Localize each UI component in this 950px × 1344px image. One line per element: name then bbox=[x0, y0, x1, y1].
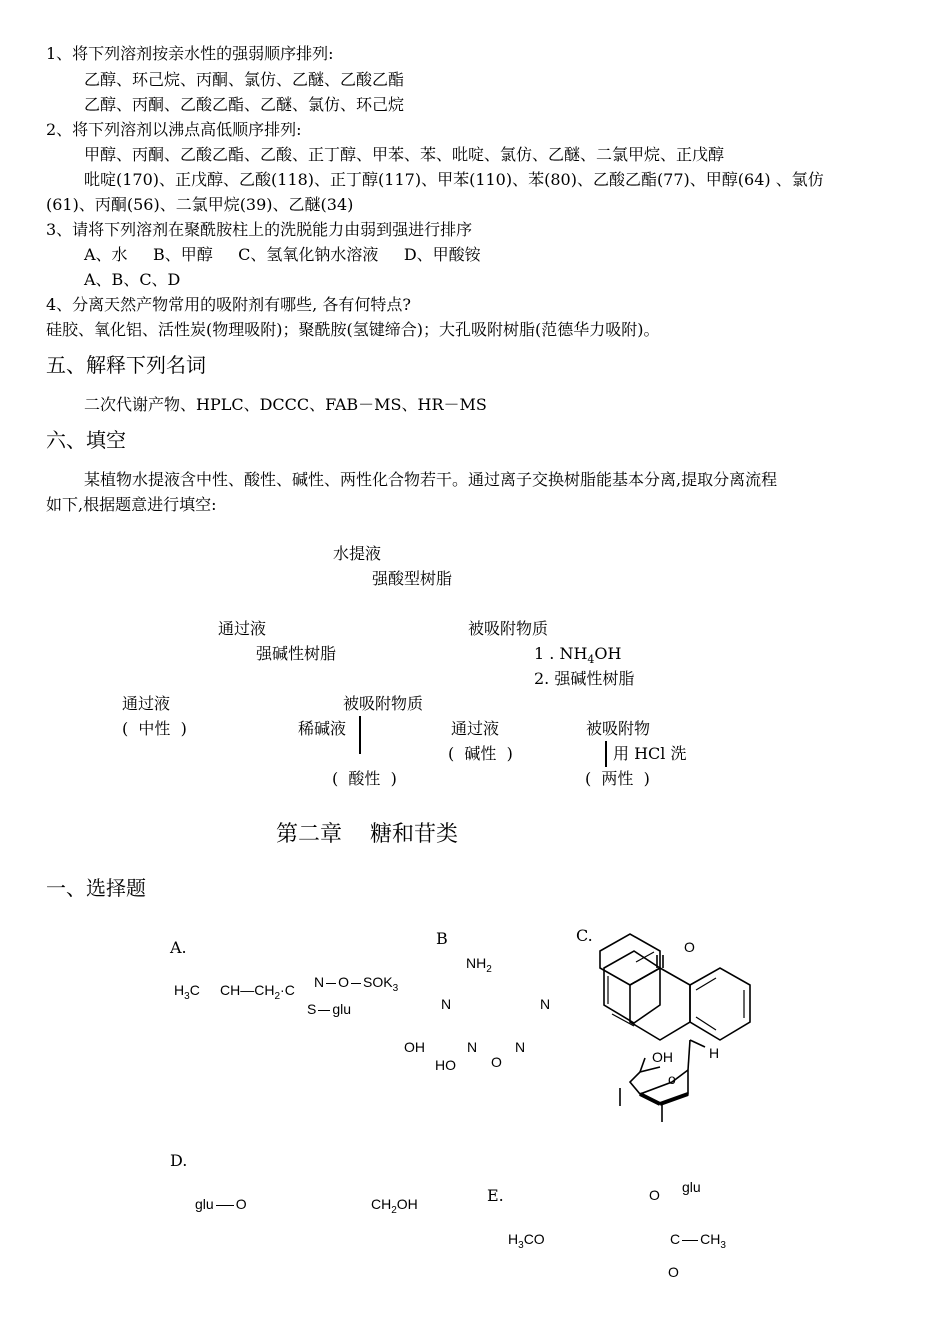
structure-b-n-mid: N bbox=[467, 1039, 478, 1055]
structure-b-n-mid2: N bbox=[515, 1039, 526, 1055]
q3-options: A、水 B、甲醇 C、氢氧化钠水溶液 D、甲酸铵 bbox=[84, 245, 481, 264]
structure-b-oh: OH bbox=[404, 1039, 425, 1055]
structure-e-c-ch3: C $CH_3$ bbox=[670, 1231, 726, 1251]
structure-b-n-right: N bbox=[540, 996, 551, 1012]
structure-a-n-o-sok3: N O $SOK_3$ bbox=[314, 974, 399, 994]
section5-heading: 五、解释下列名词 bbox=[46, 353, 206, 377]
flow-amphoteric: ( 两性 ) bbox=[585, 769, 650, 788]
flow-neutral: ( 中性 ) bbox=[122, 719, 187, 738]
structure-e-h3co: $H_3CO$ bbox=[508, 1231, 545, 1251]
structure-b-o: O bbox=[491, 1054, 502, 1070]
flow-pass-1: 通过液 bbox=[218, 619, 267, 638]
structure-c-ring-o: o bbox=[668, 1071, 676, 1087]
flow-step1: 1 . $NH_4OH$ bbox=[534, 644, 622, 667]
q3-question: 3、请将下列溶剂在聚酰胺柱上的洗脱能力由弱到强进行排序 bbox=[46, 220, 473, 239]
structure-c-h: H bbox=[709, 1045, 720, 1061]
structure-e-label: E. bbox=[487, 1186, 504, 1205]
structure-e-glu: glu bbox=[682, 1179, 701, 1195]
structure-b-n-left: N bbox=[441, 996, 452, 1012]
structure-d-ch2oh: $CH_2OH$ bbox=[371, 1196, 418, 1216]
structure-a-chain: $CH—CH_2\cdot C$ bbox=[220, 982, 295, 1002]
flow-divider-dilute bbox=[359, 716, 361, 754]
structure-a-label: A. bbox=[170, 938, 187, 957]
flow-water-extract: 水提液 bbox=[333, 544, 382, 563]
structure-a-s-glu: S glu bbox=[307, 1001, 352, 1017]
structure-d-label: D. bbox=[170, 1151, 188, 1170]
structure-b-label: B bbox=[436, 929, 448, 948]
section6-heading: 六、填空 bbox=[46, 428, 126, 452]
flow-basic: ( 碱性 ) bbox=[448, 744, 513, 763]
q4-answer: 硅胶、氧化铝、活性炭(物理吸附)；聚酰胺(氢键缔合)；大孔吸附树脂(范德华力吸附)。 bbox=[46, 320, 660, 339]
section6-para-line1: 某植物水提液含中性、酸性、碱性、两性化合物若干。通过离子交换树脂能基本分离,提取分离流程 bbox=[84, 470, 778, 489]
q2-given: 甲醇、丙酮、乙酸乙酯、乙酸、正丁醇、甲苯、苯、吡啶、氯仿、乙醚、二氯甲烷、正戊醇 bbox=[84, 145, 725, 164]
flow-pass-2: 通过液 bbox=[122, 694, 171, 713]
flow-pass-3: 通过液 bbox=[451, 719, 500, 738]
structure-e-o-top: O bbox=[649, 1187, 660, 1203]
flow-dilute-base: 稀碱液 bbox=[298, 719, 347, 738]
flow-strong-base-resin-1: 强碱性树脂 bbox=[256, 644, 337, 663]
flow-divider-hcl bbox=[605, 741, 607, 767]
flow-hcl-wash: 用 HCl 洗 bbox=[613, 744, 687, 763]
structure-b-ho: HO bbox=[435, 1057, 456, 1073]
q1-given: 乙醇、环己烷、丙酮、氯仿、乙醚、乙酸乙酯 bbox=[84, 70, 405, 89]
flow-adsorbed-1: 被吸附物质 bbox=[468, 619, 549, 638]
q2-question: 2、将下列溶剂以沸点高低顺序排列: bbox=[46, 120, 302, 139]
structure-c-oh: OH bbox=[652, 1049, 673, 1065]
section5-content: 二次代谢产物、HPLC、DCCC、FAB－MS、HR－MS bbox=[84, 395, 487, 414]
structure-e-o-bottom: O bbox=[668, 1264, 679, 1280]
flow-adsorbed-3: 被吸附物 bbox=[586, 719, 651, 738]
structure-a-h3c: $H_3C$ bbox=[174, 982, 200, 1002]
structure-b-nh2: $NH_2$ bbox=[466, 955, 492, 975]
q4-question: 4、分离天然产物常用的吸附剂有哪些, 各有何特点? bbox=[46, 295, 411, 314]
structure-c-o: O bbox=[684, 939, 695, 955]
q1-answer: 乙醇、丙酮、乙酸乙酯、乙醚、氯仿、环己烷 bbox=[84, 95, 405, 114]
flow-step2: 2. 强碱性树脂 bbox=[534, 669, 635, 688]
flow-strong-acid-resin: 强酸型树脂 bbox=[372, 569, 453, 588]
structure-c-label: C. bbox=[576, 926, 593, 945]
section-choice-heading: 一、选择题 bbox=[46, 876, 146, 900]
chapter-title: 第二章 糖和苷类 bbox=[276, 822, 458, 847]
flow-adsorbed-2: 被吸附物质 bbox=[343, 694, 424, 713]
q2-answer-line2: (61)、丙酮(56)、二氯甲烷(39)、乙醚(34) bbox=[46, 195, 354, 214]
q2-answer-line1: 吡啶(170)、正戊醇、乙酸(118)、正丁醇(117)、甲苯(110)、苯(80)、乙酸乙酯(77)、甲醇(64) 、氯仿 bbox=[84, 170, 824, 189]
section6-para-line2: 如下,根据题意进行填空: bbox=[46, 495, 217, 514]
structure-d-glu-o: glu O bbox=[195, 1196, 247, 1212]
q1-question: 1、将下列溶剂按亲水性的强弱顺序排列: bbox=[46, 44, 334, 63]
flow-acidic: ( 酸性 ) bbox=[332, 769, 397, 788]
q3-answer: A、B、C、D bbox=[84, 270, 181, 289]
